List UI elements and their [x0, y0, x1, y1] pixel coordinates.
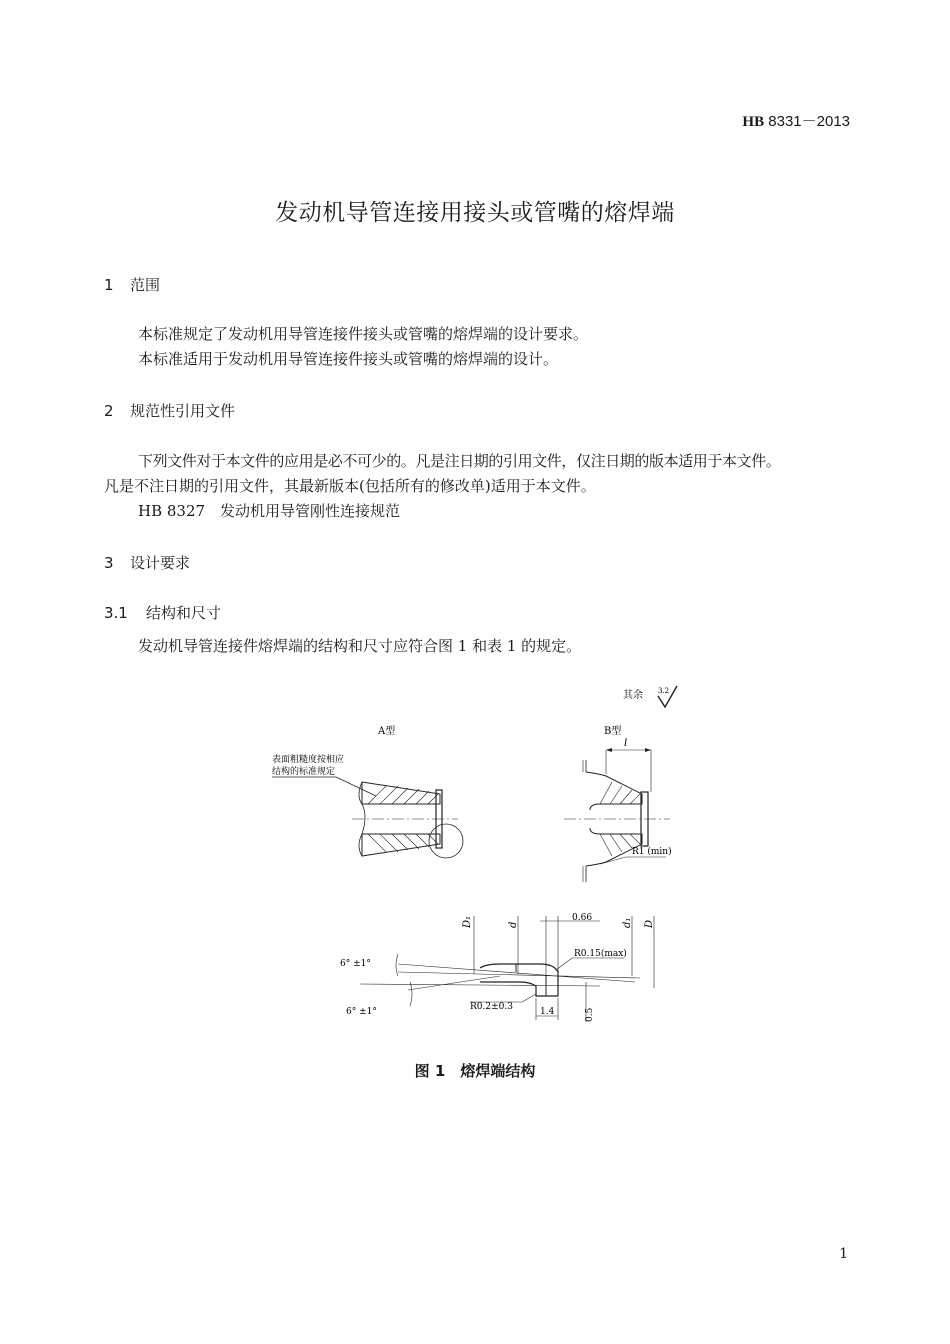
- dim-r02-label: R0.2±0.3: [470, 1002, 513, 1012]
- figure-1-caption: 图 1 熔焊端结构: [414, 1062, 536, 1080]
- page-number: 1: [839, 1246, 848, 1262]
- dim-d1-label: d₁: [622, 917, 633, 928]
- type-b-drawing: [564, 738, 672, 882]
- type-a-note-line-2: 结构的标准规定: [272, 767, 336, 777]
- section-3-1-paragraph-1: 发动机导管连接件熔焊端的结构和尺寸应符合图 1 和表 1 的规定。: [138, 637, 582, 655]
- type-a-note-line-1: 表面粗糙度按相应: [272, 755, 345, 765]
- type-b-label: B型: [604, 726, 622, 737]
- weld-end-detail-drawing: [340, 913, 655, 1022]
- section-number: 2: [104, 402, 114, 420]
- section-3-heading: [104, 552, 190, 573]
- dim-l-label: l: [624, 738, 628, 749]
- document-title: 发动机导管连接用接头或管嘴的熔焊端: [275, 200, 675, 226]
- section-2-paragraph-2: 凡是不注日期的引用文件，其最新版本(包括所有的修改单)适用于本文件。: [104, 477, 596, 495]
- roughness-value: 3.2: [658, 687, 670, 695]
- dim-d-label: d: [508, 921, 519, 928]
- section-title: 范围: [130, 276, 161, 294]
- dim-066-label: 0.66: [572, 913, 593, 923]
- section-title: 规范性引用文件: [130, 402, 236, 420]
- dim-D-label: D: [644, 919, 655, 928]
- dim-14-label: 1.4: [540, 1007, 555, 1017]
- type-a-label: A型: [378, 726, 396, 737]
- type-a-drawing: [272, 753, 463, 858]
- dim-r015-label: R0.15(max): [574, 949, 627, 959]
- roughness-note: 其余: [623, 690, 643, 701]
- section-title: 设计要求: [130, 554, 191, 572]
- dim-D1-label: D₁: [462, 915, 473, 928]
- section-title: 结构和尺寸: [146, 604, 222, 622]
- standard-code-number: 8331－2013: [764, 113, 850, 130]
- standard-code-prefix: HB: [742, 114, 765, 130]
- angle-bottom-label: 6° ±1°: [346, 1007, 377, 1017]
- dim-r1-label: R1 (min): [632, 847, 672, 857]
- section-2-paragraph-1: 下列文件对于本文件的应用是必不可少的。凡是注日期的引用文件，仅注日期的版本适用于本文件。: [138, 452, 781, 470]
- angle-top-label: 6° ±1°: [340, 959, 371, 969]
- standard-code: [742, 110, 850, 131]
- normative-reference-hb8327: HB 8327 发动机用导管刚性连接规范: [138, 502, 401, 520]
- section-number: 1: [104, 276, 114, 294]
- section-1-paragraph-1: 本标准规定了发动机用导管连接件接头或管嘴的熔焊端的设计要求。: [138, 325, 589, 343]
- section-1-paragraph-2: 本标准适用于发动机用导管连接件接头或管嘴的熔焊端的设计。: [138, 350, 559, 368]
- dim-05-label: 0.5: [585, 1007, 595, 1022]
- section-1-heading: [104, 274, 160, 295]
- section-number: 3: [104, 554, 114, 572]
- section-2-heading: [104, 400, 235, 421]
- section-number: 3.1: [104, 604, 128, 622]
- section-3-1-heading: [104, 602, 221, 623]
- figure-1-drawing: [272, 676, 700, 1046]
